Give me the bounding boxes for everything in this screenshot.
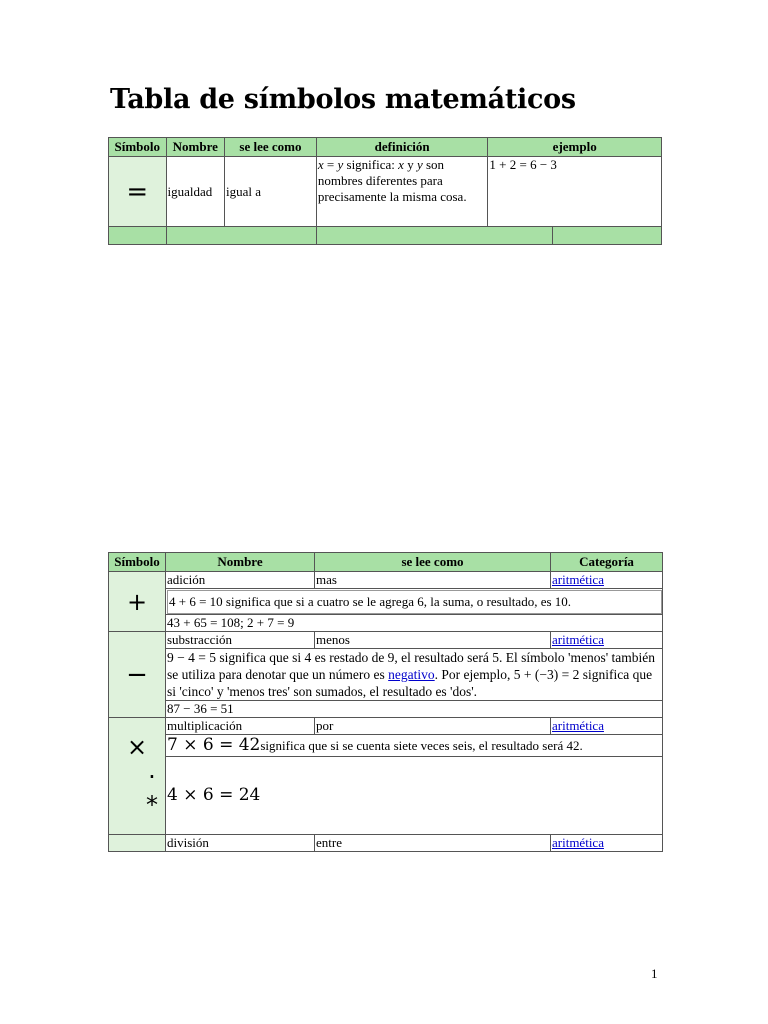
read-as-cell: igual a xyxy=(225,157,317,227)
name-cell: igualdad xyxy=(166,157,225,227)
footer-cell xyxy=(109,227,167,245)
name-cell: adición xyxy=(166,572,315,589)
definition-text: . Por ejemplo, 5 + (−3) = 2 significa que si 'cinco' y 'menos tres' son sumados, el resultado es 'dos'. xyxy=(167,667,653,699)
header-simbolo: Símbolo xyxy=(109,138,167,157)
minus-symbol: − xyxy=(109,632,166,718)
read-as-cell: por xyxy=(315,718,551,735)
table-row xyxy=(109,735,663,757)
definition-mid: significa: xyxy=(343,157,399,172)
category-link-text[interactable]: aritmética xyxy=(552,632,604,647)
division-symbol xyxy=(109,835,166,852)
definition-and: y xyxy=(403,157,417,172)
header-simbolo: Símbolo xyxy=(109,553,166,572)
table-row xyxy=(109,615,663,632)
equals-symbol: = xyxy=(109,157,167,227)
category-link[interactable] xyxy=(551,718,663,735)
table-header-row xyxy=(109,553,663,572)
table-header-row xyxy=(109,138,662,157)
table-row xyxy=(109,701,663,718)
definition-text: 9 − 4 = 5 significa que si 4 es restado de 9, el resultado será 5. El símbolo 'menos' también se utiliza para denotar que un número es xyxy=(167,650,655,682)
definition-cell xyxy=(316,157,488,227)
definition-cell xyxy=(166,649,663,701)
category-link-text[interactable]: aritmética xyxy=(552,572,604,587)
table-row xyxy=(109,835,663,852)
category-link[interactable] xyxy=(551,632,663,649)
var-y-2: y xyxy=(416,157,423,172)
table-row xyxy=(109,589,663,615)
definition-math: 7 × 6 = 42 xyxy=(167,735,261,755)
table-footer-row xyxy=(109,227,662,245)
header-definicion: definición xyxy=(316,138,488,157)
asterisk-symbol: * xyxy=(146,791,158,819)
header-nombre: Nombre xyxy=(166,553,315,572)
header-ejemplo: ejemplo xyxy=(488,138,662,157)
table-row xyxy=(109,718,663,735)
read-as-cell: menos xyxy=(315,632,551,649)
table-row xyxy=(109,572,663,589)
header-se-lee-como: se lee como xyxy=(315,553,551,572)
times-symbol: × xyxy=(126,733,148,761)
definition-text: significa que si se cuenta siete veces seis, el resultado será 42. xyxy=(260,738,583,753)
footer-cell xyxy=(316,227,661,245)
footer-divider xyxy=(552,227,553,244)
symbol-table-arithmetic xyxy=(108,552,663,852)
example-cell: 43 + 65 = 108; 2 + 7 = 9 xyxy=(166,615,663,632)
read-as-cell: mas xyxy=(315,572,551,589)
symbol-table-equality xyxy=(108,137,662,245)
category-link[interactable] xyxy=(551,835,663,852)
category-link-text[interactable]: aritmética xyxy=(552,718,604,733)
header-nombre: Nombre xyxy=(166,138,225,157)
example-cell: 1 + 2 = 6 − 3 xyxy=(488,157,662,227)
header-se-lee-como: se lee como xyxy=(225,138,317,157)
dot-symbol: · xyxy=(148,763,156,791)
example-cell xyxy=(166,757,663,835)
name-cell: substracción xyxy=(166,632,315,649)
plus-symbol: + xyxy=(109,572,166,632)
page-number: 1 xyxy=(651,966,658,981)
read-as-cell: entre xyxy=(315,835,551,852)
category-link[interactable] xyxy=(551,572,663,589)
table-row xyxy=(109,157,662,227)
multiplication-symbols xyxy=(109,718,166,835)
table-row xyxy=(109,632,663,649)
definition-cell xyxy=(166,735,663,757)
definition-cell: 4 + 6 = 10 significa que si a cuatro se le agrega 6, la suma, o resultado, es 10. xyxy=(166,589,663,615)
var-y: y xyxy=(337,157,344,172)
example-math: 4 × 6 = 24 xyxy=(167,785,261,805)
negativo-link[interactable]: negativo xyxy=(388,667,435,682)
var-x-2: x xyxy=(398,157,404,172)
name-cell: división xyxy=(166,835,315,852)
definition-eq: = xyxy=(323,157,338,172)
name-cell: multiplicación xyxy=(166,718,315,735)
var-x: x xyxy=(317,157,324,172)
category-link-text[interactable]: aritmética xyxy=(552,835,604,850)
footer-cell xyxy=(166,227,316,245)
header-categoria: Categoría xyxy=(551,553,663,572)
definition-rest: son nombres diferentes para precisamente la misma cosa. xyxy=(317,157,467,204)
table-row xyxy=(109,757,663,835)
table-row xyxy=(109,649,663,701)
example-cell: 87 − 36 = 51 xyxy=(166,701,663,718)
page-title: Tabla de símbolos matemáticos xyxy=(110,84,576,115)
